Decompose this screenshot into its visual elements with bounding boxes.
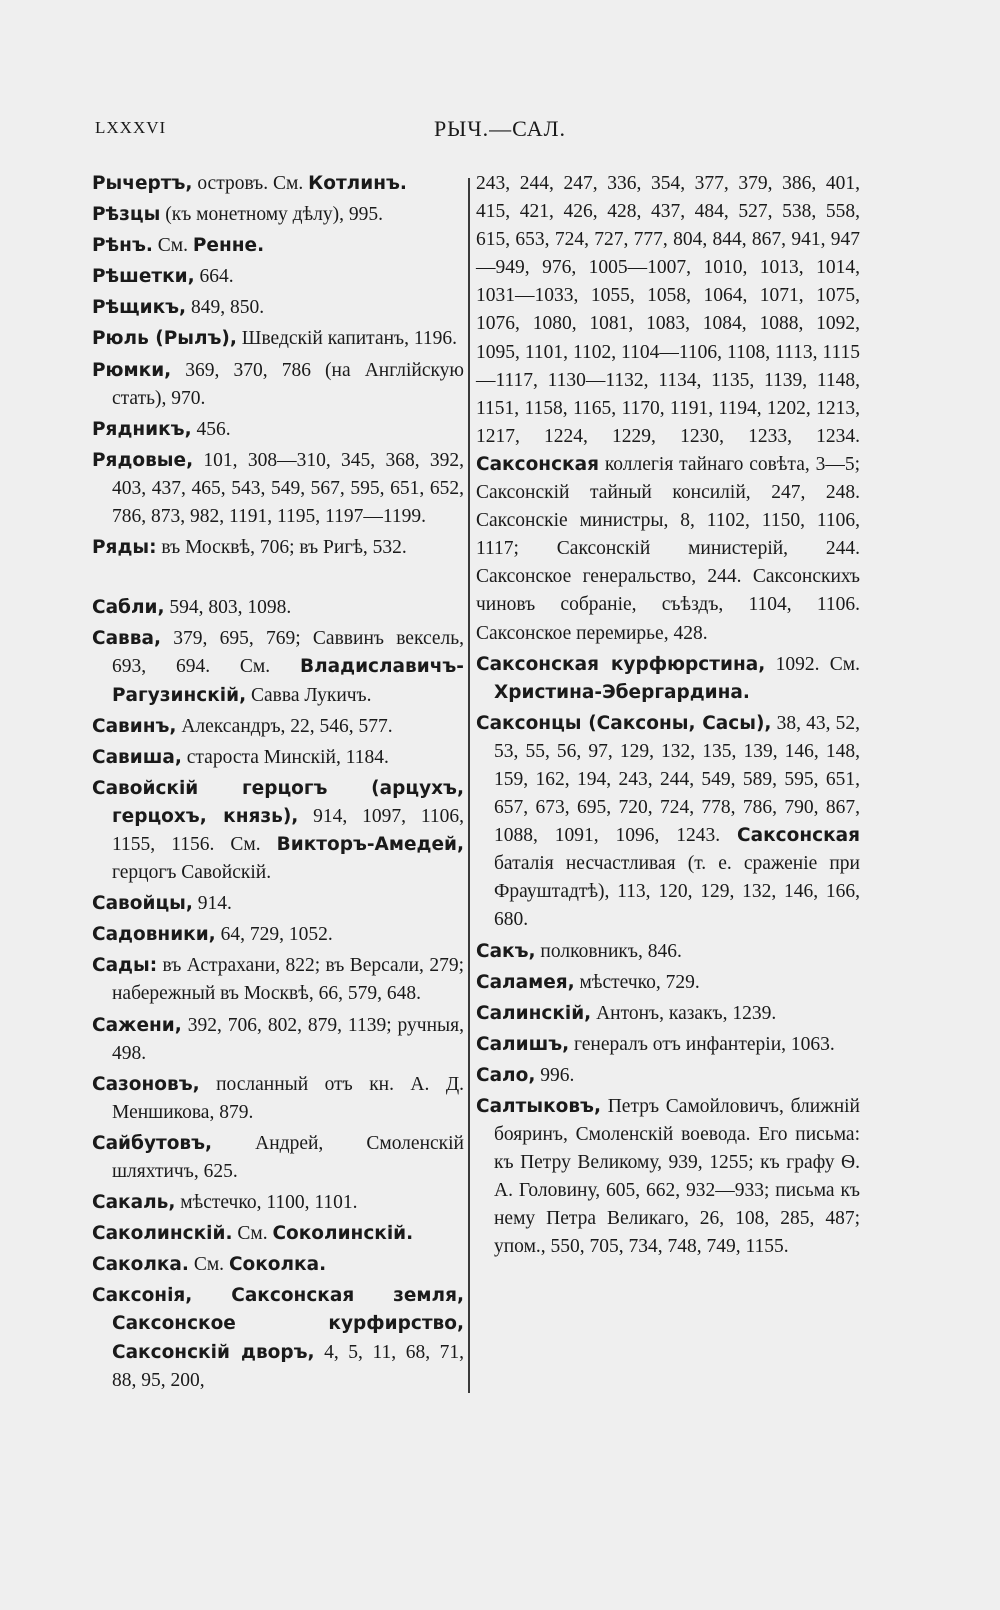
entry-heading: Сады: (92, 955, 158, 977)
index-entry (92, 744, 464, 772)
index-entry (476, 1031, 860, 1059)
entry-heading: Савинъ, (92, 715, 177, 737)
entry-text: См. (152, 235, 193, 257)
index-entry (476, 170, 860, 648)
index-entry (92, 416, 464, 444)
entry-reference: Саксонская (476, 453, 599, 475)
entry-text: 594, 803, 1098. (164, 597, 292, 619)
index-entry (92, 890, 464, 918)
running-head: РЫЧ.—САЛ. (433, 116, 567, 141)
index-entry (92, 201, 464, 229)
entry-text: генералъ отъ инфантеріи, 1063. (569, 1033, 835, 1055)
entry-heading: Савва, (92, 628, 161, 650)
entry-heading: Саколка. (92, 1254, 189, 1276)
entry-text: 914. (192, 893, 232, 915)
entry-text: 1092. См. (765, 653, 860, 675)
entry-heading: Салинскій, (476, 1002, 592, 1024)
left-column (92, 170, 464, 1398)
entry-heading: Рюль (Рылъ), (92, 328, 237, 350)
entry-text: (къ монетному дѣлу), 995. (160, 204, 384, 226)
entry-text: 914, 1097, 1106, 1155, 1156. См. (112, 805, 465, 855)
page-number: LXXXVI (95, 118, 167, 137)
entry-text: 392, 706, 802, 879, 1139; ручныя, 498. (112, 1014, 464, 1064)
entry-heading: Сакъ, (476, 940, 536, 962)
entry-heading: Саколинскій. (92, 1223, 233, 1245)
entry-heading: Рѣзцы (92, 204, 161, 226)
entry-heading: Рѣшетки, (92, 266, 195, 288)
index-entry (92, 325, 464, 353)
entry-text: Андрей, Смоленскій шляхтичъ, 625. (112, 1132, 464, 1182)
index-entry (92, 775, 464, 887)
entry-heading: Саксонская курфюрстина, (476, 653, 766, 675)
index-entry (92, 625, 464, 709)
index-entry (92, 534, 464, 562)
entry-heading: Савойцы, (92, 893, 193, 915)
entry-heading: Ряды: (92, 537, 157, 559)
index-entry (476, 1000, 860, 1028)
index-entry (476, 651, 860, 707)
entry-heading: Рюмки, (92, 359, 172, 381)
index-entry (92, 1251, 464, 1279)
index-entry (92, 294, 464, 322)
entry-heading: Сабли, (92, 597, 165, 619)
entry-text: посланный отъ кн. А. Д. Меншикова, 879. (112, 1073, 464, 1123)
index-entry (92, 263, 464, 291)
entry-text: 379, 695, 769; Саввинъ вексель, 693, 694. См. (112, 628, 464, 678)
entry-heading: Сало, (476, 1064, 536, 1086)
entry-text: 849, 850. (186, 297, 265, 319)
index-entry (476, 969, 860, 997)
entry-heading: Саксонцы (Саксоны, Сасы), (476, 712, 772, 734)
entry-text: Шведскій капитанъ, 1196. (236, 328, 458, 350)
entry-tail: коллегія тайнаго совѣта, 3—5; Саксонскій тайный консилій, 247, 248. Саксонскіе министры, 8, 1102, 1150, 1106, 1117; Саксонскій министерій, 244. Саксонское генеральство, 244. Саксонскихъ чиновъ собраніе, съѣздъ, 1104, 1106. Саксонское перемирье, 428. (476, 453, 860, 644)
entry-text: островъ. См. (192, 173, 309, 194)
index-entry (92, 1012, 464, 1068)
entry-heading: Рѣнъ. (92, 235, 153, 257)
right-column (476, 170, 860, 1265)
entry-heading: Савойскій герцогъ (арцухъ, герцохъ, князь), (92, 777, 464, 827)
entry-reference: Владиславичъ-Рагузинскій, (112, 656, 464, 706)
entry-heading: Рѣщикъ, (92, 297, 187, 319)
entry-tail: герцогъ Савойскій. (112, 862, 272, 884)
entry-text: Петръ Самойловичъ, ближній бояринъ, Смоленскій воевода. Его письма: къ Петру Великому, 939, 1255; къ графу Ѳ. А. Головину, 605, 662, 932—933; письма къ нему Петра Великаго, 26, 108, 285, 487; упом., 550, 705, 734, 748, 749, 1155. (494, 1096, 860, 1258)
entry-heading: Рычертъ, (92, 173, 193, 194)
entry-heading: Салишъ, (476, 1033, 570, 1055)
index-entry (92, 447, 464, 531)
entry-heading: Сакаль, (92, 1192, 176, 1214)
entry-text: 369, 370, 786 (на Англійскую стать), 970. (112, 359, 464, 409)
entry-reference: Соколка. (228, 1254, 327, 1276)
index-entry (476, 1062, 860, 1090)
entry-heading: Сайбутовъ, (92, 1132, 213, 1154)
index-entry (92, 1130, 464, 1186)
entry-tail: баталія несчастливая (т. е. сраженіе при Фрауштадтѣ), 113, 120, 129, 132, 146, 166, 680. (494, 853, 860, 931)
entry-heading: Саламея, (476, 971, 575, 993)
entry-text: 38, 43, 52, 53, 55, 56, 97, 129, 132, 135, 139, 146, 148, 159, 162, 194, 243, 244, 549, 589, 595, 651, 657, 673, 695, 720, 724, 778, 786, 790, 867, 1088, 1091, 1096, 1243. (494, 712, 860, 847)
index-entry (92, 1071, 464, 1127)
entry-tail: Савва Лукичъ. (246, 684, 372, 706)
entry-heading: Савиша, (92, 746, 182, 768)
entry-text: въ Астрахани, 822; въ Версали, 279; набережный въ Москвѣ, 66, 579, 648. (112, 955, 464, 1005)
section-gap (92, 565, 464, 594)
entry-text: См. (188, 1254, 229, 1276)
entry-text: 664. (194, 266, 234, 288)
index-entry (92, 952, 464, 1008)
index-entry (92, 1220, 464, 1248)
entry-reference: Ренне. (192, 235, 265, 257)
index-entry (92, 1282, 464, 1394)
index-entry (92, 1189, 464, 1217)
page-header (95, 118, 905, 148)
entry-heading: Садовники, (92, 924, 216, 946)
entry-text: полковникъ, 846. (535, 940, 682, 962)
index-entry (92, 713, 464, 741)
entry-reference: Соколинскій. (272, 1223, 414, 1245)
entry-text: Александръ, 22, 546, 577. (176, 715, 393, 737)
entry-text: 64, 729, 1052. (215, 924, 333, 946)
entry-text: въ Москвѣ, 706; въ Ригѣ, 532. (156, 537, 407, 559)
entry-text: староста Минскій, 1184. (181, 746, 389, 768)
entry-text: 996. (535, 1064, 575, 1086)
index-entry (476, 938, 860, 966)
index-entry (92, 232, 464, 260)
entry-heading: Рядникъ, (92, 418, 192, 440)
entry-text: мѣстечко, 729. (574, 971, 700, 993)
entry-reference: Саксонская (737, 825, 860, 847)
entry-heading: Сазоновъ, (92, 1073, 200, 1095)
index-entry (92, 170, 464, 198)
index-entry (92, 357, 464, 413)
column-divider (468, 178, 470, 1393)
entry-heading: Рядовые, (92, 449, 194, 471)
entry-text: Антонъ, казакъ, 1239. (591, 1002, 777, 1024)
index-entry (92, 594, 464, 622)
entry-text: мѣстечко, 1100, 1101. (175, 1192, 358, 1214)
entry-text: 101, 308—310, 345, 368, 392, 403, 437, 465, 543, 549, 567, 595, 651, 652, 786, 873, 982, 1191, 1195, 1197—1199. (112, 449, 464, 528)
entry-text: 243, 244, 247, 336, 354, 377, 379, 386, 401, 415, 421, 426, 428, 437, 484, 527, 538, 558, 615, 653, 724, 727, 777, 804, 844, 867, 941, 947—949, 976, 1005—1007, 1010, 1013, 1014, 1031—1033, 1055, 1058, 1064, 1071, 1075, 1076, 1080, 1081, 1083, 1084, 1088, 1092, 1095, 1101, 1102, 1104—1106, 1108, 1113, 1115—1117, 1130—1132, 1134, 1135, 1139, 1148, 1151, 1158, 1165, 1170, 1191, 1194, 1202, 1213, 1217, 1224, 1229, 1230, 1233, 1234. (476, 173, 860, 447)
entry-reference: Котлинъ. (308, 173, 407, 194)
entry-heading: Сажени, (92, 1014, 182, 1036)
entry-reference: Викторъ-Амедей, (276, 833, 464, 855)
entry-text: 456. (191, 418, 231, 440)
index-entry (92, 921, 464, 949)
entry-text: 4, 5, 11, 68, 71, 88, 95, 200, (112, 1341, 465, 1391)
entry-reference: Христина-Эбергардина. (494, 681, 750, 703)
entry-text: См. (232, 1223, 273, 1245)
index-entry (476, 1093, 860, 1262)
entry-heading: Саксонія, Саксонская земля, Саксонское курфирство, Саксонскій дворъ, (92, 1285, 464, 1363)
entry-heading: Салтыковъ, (476, 1096, 601, 1117)
index-entry (476, 710, 860, 935)
